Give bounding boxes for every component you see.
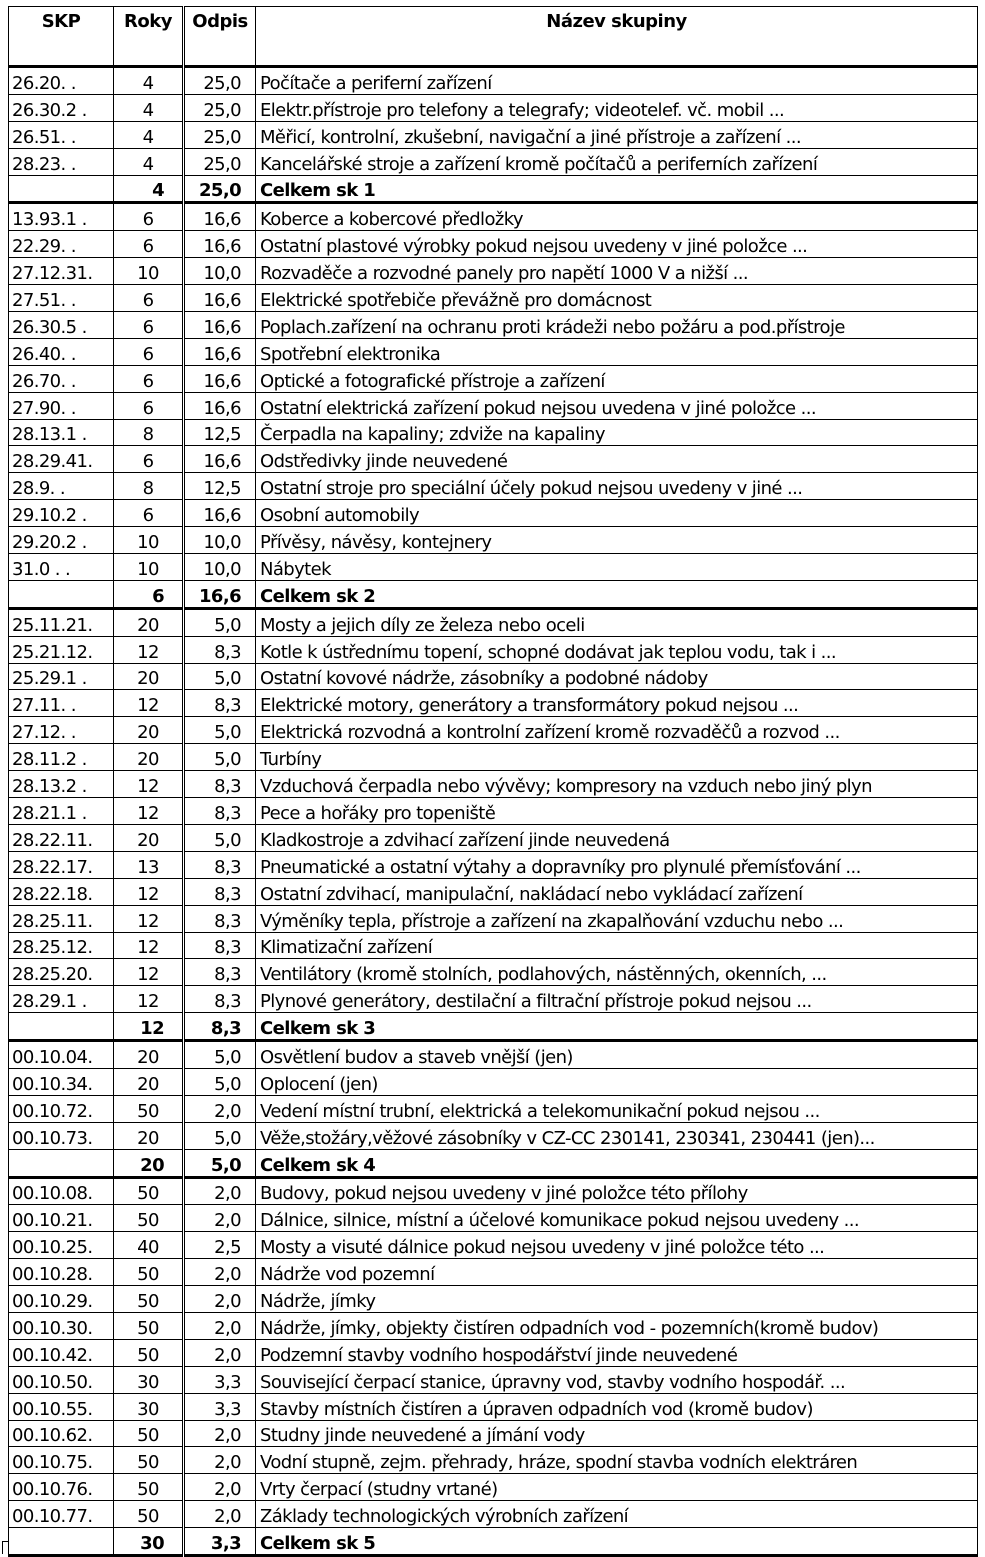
odpis-cell: 8,3: [184, 878, 256, 905]
table-row: [9, 1339, 978, 1366]
skp-cell: 00.10.25.: [9, 1232, 114, 1259]
name-cell: Elektrické motory, generátory a transformátory pokud nejsou ...: [256, 690, 978, 717]
name-cell: Vzduchová čerpadla nebo vývěvy; kompresory na vzduch nebo jiný plyn: [256, 771, 978, 798]
skp-cell: 28.22.18.: [9, 878, 114, 905]
roky-cell: 4: [114, 175, 184, 203]
roky-cell: 20: [114, 663, 184, 690]
name-cell: Základy technologických výrobních zařízení: [256, 1501, 978, 1528]
odpis-cell: 16,6: [184, 312, 256, 339]
skp-cell: 00.10.75.: [9, 1447, 114, 1474]
table-row: [9, 1474, 978, 1501]
odpis-cell: 8,3: [184, 636, 256, 663]
table-row: [9, 231, 978, 258]
roky-cell: 50: [114, 1095, 184, 1122]
table-row: [9, 771, 978, 798]
skp-cell: 26.30.5 .: [9, 312, 114, 339]
roky-cell: 8: [114, 473, 184, 500]
skp-cell: 27.11. .: [9, 690, 114, 717]
name-cell: Podzemní stavby vodního hospodářství jinde neuvedené: [256, 1339, 978, 1366]
table-row: [9, 312, 978, 339]
name-cell: Nádrže, jímky: [256, 1286, 978, 1313]
roky-cell: 6: [114, 500, 184, 527]
odpis-cell: 16,6: [184, 446, 256, 473]
odpis-cell: 5,0: [184, 717, 256, 744]
skp-cell: 00.10.50.: [9, 1366, 114, 1393]
skp-cell: 28.21.1 .: [9, 798, 114, 825]
total-row: [9, 580, 978, 608]
roky-cell: 50: [114, 1501, 184, 1528]
skp-cell: 28.22.17.: [9, 851, 114, 878]
roky-cell: 20: [114, 1068, 184, 1095]
skp-cell: 27.12. .: [9, 717, 114, 744]
name-cell: Budovy, pokud nejsou uvedeny v jiné položce této přílohy: [256, 1177, 978, 1205]
table-row: [9, 285, 978, 312]
table-row: [9, 94, 978, 121]
table-row: [9, 1393, 978, 1420]
table-row: [9, 500, 978, 527]
roky-cell: 50: [114, 1339, 184, 1366]
odpis-cell: 25,0: [184, 67, 256, 95]
table-row: [9, 878, 978, 905]
table-row: [9, 1232, 978, 1259]
roky-cell: 10: [114, 554, 184, 581]
roky-cell: 20: [114, 1149, 184, 1177]
name-cell: Odstředivky jinde neuvedené: [256, 446, 978, 473]
skp-cell: 00.10.62.: [9, 1420, 114, 1447]
skp-cell: 13.93.1 .: [9, 203, 114, 231]
skp-cell: 00.10.04.: [9, 1041, 114, 1069]
table-row: [9, 258, 978, 285]
name-cell: Dálnice, silnice, místní a účelové komunikace pokud nejsou uvedeny ...: [256, 1205, 978, 1232]
table-row: [9, 608, 978, 636]
roky-cell: 6: [114, 365, 184, 392]
roky-cell: 20: [114, 824, 184, 851]
roky-cell: 12: [114, 932, 184, 959]
table-row: [9, 1122, 978, 1149]
name-cell: Kotle k ústřednímu topení, schopné dodávat jak teplou vodu, tak i ...: [256, 636, 978, 663]
roky-cell: 6: [114, 231, 184, 258]
skp-cell: 00.10.34.: [9, 1068, 114, 1095]
skp-cell: 22.29. .: [9, 231, 114, 258]
name-cell: Celkem sk 1: [256, 175, 978, 203]
odpis-cell: 16,6: [184, 365, 256, 392]
roky-cell: 12: [114, 771, 184, 798]
total-row: [9, 1528, 978, 1556]
roky-cell: 12: [114, 986, 184, 1013]
odpis-cell: 2,0: [184, 1312, 256, 1339]
skp-cell: 25.29.1 .: [9, 663, 114, 690]
skp-cell: 28.23. .: [9, 148, 114, 175]
odpis-cell: 25,0: [184, 175, 256, 203]
roky-cell: 6: [114, 312, 184, 339]
skp-cell: 28.22.11.: [9, 824, 114, 851]
roky-cell: 12: [114, 690, 184, 717]
roky-cell: 10: [114, 258, 184, 285]
roky-cell: 40: [114, 1232, 184, 1259]
roky-cell: 50: [114, 1312, 184, 1339]
odpis-cell: 5,0: [184, 663, 256, 690]
table-row: [9, 959, 978, 986]
skp-cell: 00.10.73.: [9, 1122, 114, 1149]
odpis-cell: 8,3: [184, 771, 256, 798]
skp-cell: 25.11.21.: [9, 608, 114, 636]
roky-cell: 30: [114, 1393, 184, 1420]
header-odpis: Odpis: [184, 7, 256, 67]
odpis-cell: 3,3: [184, 1528, 256, 1556]
name-cell: Kancelářské stroje a zařízení kromě počítačů a periferních zařízení: [256, 148, 978, 175]
skp-cell: [9, 1013, 114, 1041]
roky-cell: 12: [114, 1013, 184, 1041]
roky-cell: 50: [114, 1259, 184, 1286]
skp-cell: 28.25.20.: [9, 959, 114, 986]
name-cell: Mosty a visuté dálnice pokud nejsou uvedeny v jiné položce této ...: [256, 1232, 978, 1259]
skp-cell: 26.30.2 .: [9, 94, 114, 121]
table-row: [9, 338, 978, 365]
skp-cell: 27.12.31.: [9, 258, 114, 285]
roky-cell: 12: [114, 798, 184, 825]
odpis-cell: 16,6: [184, 500, 256, 527]
name-cell: Ostatní plastové výrobky pokud nejsou uvedeny v jiné položce ...: [256, 231, 978, 258]
name-cell: Plynové generátory, destilační a filtrační přístroje pokud nejsou ...: [256, 986, 978, 1013]
skp-cell: 25.21.12.: [9, 636, 114, 663]
skp-cell: 00.10.77.: [9, 1501, 114, 1528]
table-row: [9, 1041, 978, 1069]
skp-cell: 31.0 . .: [9, 554, 114, 581]
skp-cell: 26.51. .: [9, 121, 114, 148]
odpis-cell: 16,6: [184, 285, 256, 312]
table-row: [9, 798, 978, 825]
name-cell: Mosty a jejich díly ze železa nebo oceli: [256, 608, 978, 636]
name-cell: Spotřební elektronika: [256, 338, 978, 365]
odpis-cell: 25,0: [184, 148, 256, 175]
table-row: [9, 1177, 978, 1205]
table-row: [9, 636, 978, 663]
name-cell: Elektrické spotřebiče převážně pro domácnost: [256, 285, 978, 312]
odpis-cell: 2,0: [184, 1205, 256, 1232]
roky-cell: 30: [114, 1366, 184, 1393]
name-cell: Osobní automobily: [256, 500, 978, 527]
skp-cell: 28.13.2 .: [9, 771, 114, 798]
odpis-cell: 3,3: [184, 1393, 256, 1420]
name-cell: Celkem sk 3: [256, 1013, 978, 1041]
roky-cell: 12: [114, 959, 184, 986]
table-row: [9, 744, 978, 771]
name-cell: Poplach.zařízení na ochranu proti krádeži nebo požáru a pod.přístroje: [256, 312, 978, 339]
odpis-cell: 12,5: [184, 473, 256, 500]
roky-cell: 50: [114, 1447, 184, 1474]
roky-cell: 13: [114, 851, 184, 878]
table-body: [9, 67, 978, 1556]
name-cell: Klimatizační zařízení: [256, 932, 978, 959]
total-row: [9, 1149, 978, 1177]
odpis-cell: 8,3: [184, 905, 256, 932]
name-cell: Ostatní zdvihací, manipulační, nakládací nebo vykládací zařízení: [256, 878, 978, 905]
roky-cell: 12: [114, 878, 184, 905]
odpis-cell: 2,0: [184, 1177, 256, 1205]
odpis-cell: 5,0: [184, 1068, 256, 1095]
skp-cell: 00.10.21.: [9, 1205, 114, 1232]
skp-cell: 00.10.28.: [9, 1259, 114, 1286]
name-cell: Elektr.přístroje pro telefony a telegrafy; videotelef. vč. mobil ...: [256, 94, 978, 121]
table-row: [9, 824, 978, 851]
name-cell: Nádrže, jímky, objekty čistíren odpadních vod - pozemních(kromě budov): [256, 1312, 978, 1339]
table-row: [9, 1447, 978, 1474]
roky-cell: 4: [114, 121, 184, 148]
header-row: [9, 7, 978, 67]
table-row: [9, 148, 978, 175]
name-cell: Nádrže vod pozemní: [256, 1259, 978, 1286]
odpis-cell: 2,0: [184, 1339, 256, 1366]
name-cell: Ventilátory (kromě stolních, podlahových, nástěnných, okenních, ...: [256, 959, 978, 986]
roky-cell: 20: [114, 608, 184, 636]
roky-cell: 10: [114, 527, 184, 554]
skp-cell: 28.9. .: [9, 473, 114, 500]
name-cell: Ostatní stroje pro speciální účely pokud nejsou uvedeny v jiné ...: [256, 473, 978, 500]
odpis-cell: 2,0: [184, 1501, 256, 1528]
skp-cell: 26.20. .: [9, 67, 114, 95]
corner-mark: [2, 1541, 9, 1554]
name-cell: Vodní stupně, zejm. přehrady, hráze, spodní stavba vodních elektráren: [256, 1447, 978, 1474]
odpis-cell: 10,0: [184, 554, 256, 581]
skp-cell: [9, 1528, 114, 1556]
depreciation-table: [8, 6, 978, 1557]
name-cell: Související čerpací stanice, úpravny vod, stavby vodního hospodář. ...: [256, 1366, 978, 1393]
roky-cell: 50: [114, 1177, 184, 1205]
skp-cell: 28.29.1 .: [9, 986, 114, 1013]
table-row: [9, 554, 978, 581]
header-nazev: Název skupiny: [256, 7, 978, 67]
odpis-cell: 8,3: [184, 1013, 256, 1041]
odpis-cell: 16,6: [184, 231, 256, 258]
name-cell: Ostatní kovové nádrže, zásobníky a podobné nádoby: [256, 663, 978, 690]
odpis-cell: 25,0: [184, 121, 256, 148]
roky-cell: 4: [114, 67, 184, 95]
table-row: [9, 1259, 978, 1286]
roky-cell: 20: [114, 717, 184, 744]
name-cell: Oplocení (jen): [256, 1068, 978, 1095]
roky-cell: 6: [114, 203, 184, 231]
odpis-cell: 10,0: [184, 258, 256, 285]
table-row: [9, 1420, 978, 1447]
name-cell: Přívěsy, návěsy, kontejnery: [256, 527, 978, 554]
table-row: [9, 717, 978, 744]
roky-cell: 20: [114, 744, 184, 771]
odpis-cell: 3,3: [184, 1366, 256, 1393]
name-cell: Turbíny: [256, 744, 978, 771]
name-cell: Osvětlení budov a staveb vnější (jen): [256, 1041, 978, 1069]
header-roky: Roky: [114, 7, 184, 67]
name-cell: Čerpadla na kapaliny; zdviže na kapaliny: [256, 419, 978, 446]
table-row: [9, 419, 978, 446]
skp-cell: 00.10.08.: [9, 1177, 114, 1205]
roky-cell: 6: [114, 580, 184, 608]
roky-cell: 6: [114, 392, 184, 419]
skp-cell: 00.10.72.: [9, 1095, 114, 1122]
header-skp: SKP: [9, 7, 114, 67]
name-cell: Elektrická rozvodná a kontrolní zařízení kromě rozvaděčů a rozvod ...: [256, 717, 978, 744]
roky-cell: 8: [114, 419, 184, 446]
table-row: [9, 1068, 978, 1095]
skp-cell: [9, 580, 114, 608]
roky-cell: 50: [114, 1286, 184, 1313]
name-cell: Věže,stožáry,věžové zásobníky v CZ-CC 230141, 230341, 230441 (jen)...: [256, 1122, 978, 1149]
skp-cell: [9, 175, 114, 203]
name-cell: Vedení místní trubní, elektrická a telekomunikační pokud nejsou ...: [256, 1095, 978, 1122]
table-row: [9, 932, 978, 959]
odpis-cell: 5,0: [184, 1149, 256, 1177]
table-row: [9, 690, 978, 717]
name-cell: Optické a fotografické přístroje a zařízení: [256, 365, 978, 392]
roky-cell: 6: [114, 446, 184, 473]
skp-cell: 28.25.11.: [9, 905, 114, 932]
table-row: [9, 986, 978, 1013]
table-row: [9, 203, 978, 231]
name-cell: Rozvaděče a rozvodné panely pro napětí 1000 V a nižší ...: [256, 258, 978, 285]
skp-cell: 28.29.41.: [9, 446, 114, 473]
odpis-cell: 2,0: [184, 1447, 256, 1474]
table-row: [9, 851, 978, 878]
name-cell: Koberce a kobercové předložky: [256, 203, 978, 231]
table-row: [9, 365, 978, 392]
table-row: [9, 1366, 978, 1393]
name-cell: Výměníky tepla, přístroje a zařízení na zkapalňování vzduchu nebo ...: [256, 905, 978, 932]
odpis-cell: 8,3: [184, 690, 256, 717]
skp-cell: 26.70. .: [9, 365, 114, 392]
name-cell: Nábytek: [256, 554, 978, 581]
skp-cell: 29.20.2 .: [9, 527, 114, 554]
name-cell: Počítače a periferní zařízení: [256, 67, 978, 95]
skp-cell: 00.10.29.: [9, 1286, 114, 1313]
odpis-cell: 8,3: [184, 986, 256, 1013]
skp-cell: 27.90. .: [9, 392, 114, 419]
odpis-cell: 12,5: [184, 419, 256, 446]
roky-cell: 6: [114, 285, 184, 312]
odpis-cell: 5,0: [184, 1122, 256, 1149]
name-cell: Celkem sk 5: [256, 1528, 978, 1556]
table-row: [9, 1312, 978, 1339]
skp-cell: 29.10.2 .: [9, 500, 114, 527]
odpis-cell: 16,6: [184, 392, 256, 419]
table-row: [9, 1501, 978, 1528]
name-cell: Pece a hořáky pro topeniště: [256, 798, 978, 825]
skp-cell: 27.51. .: [9, 285, 114, 312]
odpis-cell: 5,0: [184, 744, 256, 771]
skp-cell: 00.10.76.: [9, 1474, 114, 1501]
odpis-cell: 2,0: [184, 1259, 256, 1286]
roky-cell: 50: [114, 1420, 184, 1447]
skp-cell: 00.10.42.: [9, 1339, 114, 1366]
name-cell: Ostatní elektrická zařízení pokud nejsou uvedena v jiné položce ...: [256, 392, 978, 419]
odpis-cell: 5,0: [184, 824, 256, 851]
odpis-cell: 8,3: [184, 932, 256, 959]
name-cell: Kladkostroje a zdvihací zařízení jinde neuvedená: [256, 824, 978, 851]
table-row: [9, 1095, 978, 1122]
skp-cell: [9, 1149, 114, 1177]
table-row: [9, 527, 978, 554]
table-row: [9, 905, 978, 932]
odpis-cell: 5,0: [184, 608, 256, 636]
roky-cell: 6: [114, 338, 184, 365]
odpis-cell: 16,6: [184, 580, 256, 608]
skp-cell: 00.10.30.: [9, 1312, 114, 1339]
odpis-cell: 2,5: [184, 1232, 256, 1259]
odpis-cell: 10,0: [184, 527, 256, 554]
table-row: [9, 473, 978, 500]
name-cell: Měřicí, kontrolní, zkušební, navigační a jiné přístroje a zařízení ...: [256, 121, 978, 148]
odpis-cell: 2,0: [184, 1474, 256, 1501]
table-row: [9, 1205, 978, 1232]
name-cell: Pneumatické a ostatní výtahy a dopravníky pro plynulé přemísťování ...: [256, 851, 978, 878]
roky-cell: 20: [114, 1041, 184, 1069]
name-cell: Celkem sk 2: [256, 580, 978, 608]
skp-cell: 28.13.1 .: [9, 419, 114, 446]
odpis-cell: 25,0: [184, 94, 256, 121]
roky-cell: 50: [114, 1474, 184, 1501]
name-cell: Celkem sk 4: [256, 1149, 978, 1177]
table-row: [9, 121, 978, 148]
roky-cell: 50: [114, 1205, 184, 1232]
odpis-cell: 2,0: [184, 1420, 256, 1447]
odpis-cell: 2,0: [184, 1095, 256, 1122]
name-cell: Vrty čerpací (studny vrtané): [256, 1474, 978, 1501]
total-row: [9, 1013, 978, 1041]
roky-cell: 12: [114, 905, 184, 932]
odpis-cell: 8,3: [184, 851, 256, 878]
skp-cell: 00.10.55.: [9, 1393, 114, 1420]
odpis-cell: 16,6: [184, 203, 256, 231]
odpis-cell: 2,0: [184, 1286, 256, 1313]
skp-cell: 28.11.2 .: [9, 744, 114, 771]
table-row: [9, 663, 978, 690]
table-row: [9, 1286, 978, 1313]
skp-cell: 28.25.12.: [9, 932, 114, 959]
odpis-cell: 8,3: [184, 959, 256, 986]
table-row: [9, 67, 978, 95]
name-cell: Studny jinde neuvedené a jímání vody: [256, 1420, 978, 1447]
roky-cell: 4: [114, 148, 184, 175]
odpis-cell: 8,3: [184, 798, 256, 825]
total-row: [9, 175, 978, 203]
skp-cell: 26.40. .: [9, 338, 114, 365]
roky-cell: 12: [114, 636, 184, 663]
odpis-cell: 16,6: [184, 338, 256, 365]
table-row: [9, 392, 978, 419]
table-row: [9, 446, 978, 473]
roky-cell: 20: [114, 1122, 184, 1149]
roky-cell: 4: [114, 94, 184, 121]
name-cell: Stavby místních čistíren a úpraven odpadních vod (kromě budov): [256, 1393, 978, 1420]
roky-cell: 30: [114, 1528, 184, 1556]
odpis-cell: 5,0: [184, 1041, 256, 1069]
